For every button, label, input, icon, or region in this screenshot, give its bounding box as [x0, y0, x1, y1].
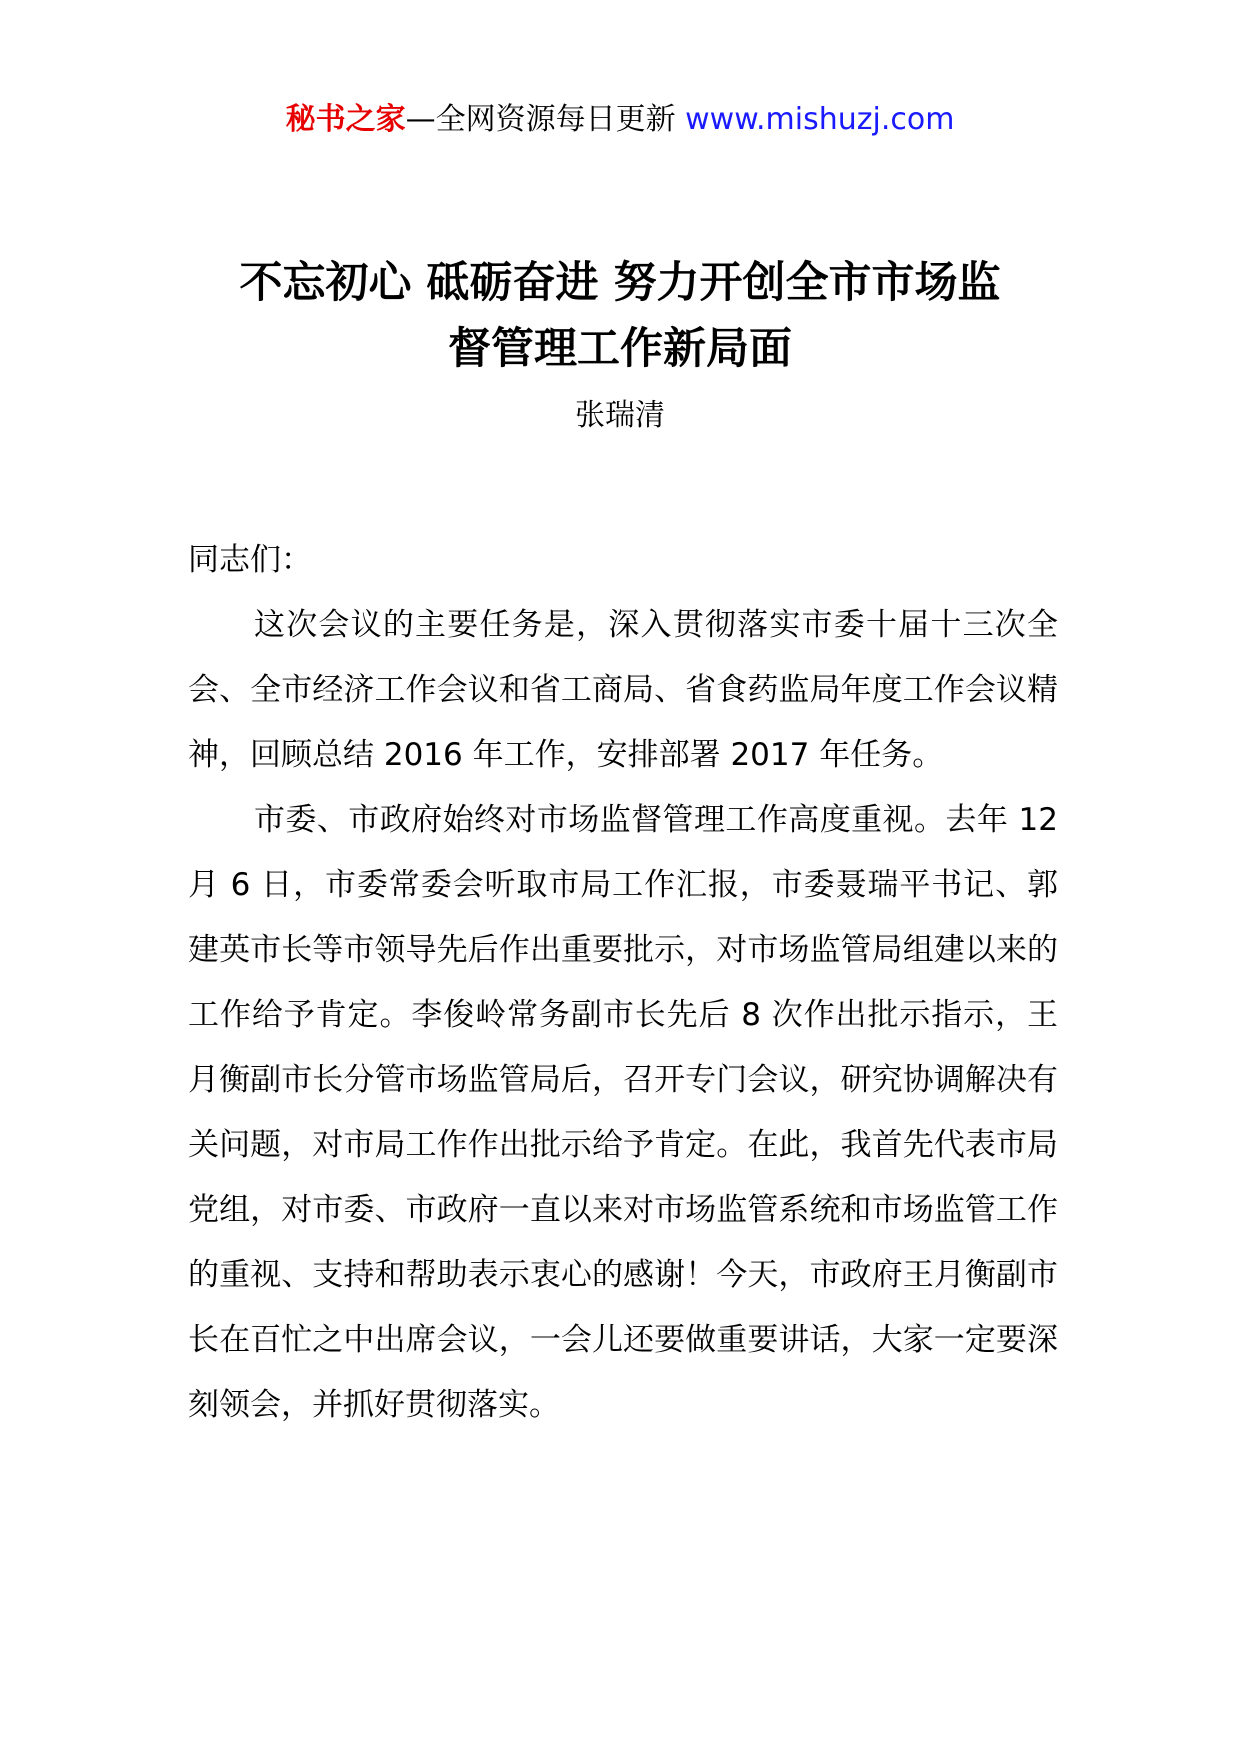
salutation: 同志们： — [188, 542, 312, 578]
title-line-2: 督管理工作新局面 — [448, 324, 792, 374]
author-name: 张瑞清 — [575, 398, 665, 433]
document-title — [190, 250, 1050, 382]
document-body — [188, 528, 1058, 1438]
site-header — [0, 100, 1240, 140]
paragraph-2: 市委、市政府始终对市场监督管理工作高度重视。去年 12 月 6 日，市委常委会听取市局工作汇报，市委聂瑞平书记、郭建英市长等市领导先后作出重要批示，对市场监管局组建以来的工作给予肯定。李俊岭常务副市长先后 8 次作出批示指示，王月衡副市长分管市场监管局后，召开专门会议，研究协调解决有关问题，对市局工作作出批示给予肯定。在此，我首先代表市局党组，对市委、市政府一直以来对市场监管系统和市场监管工作的重视、支持和帮助表示衷心的感谢！今天，市政府王月衡副市长在百忙之中出席会议，一会儿还要做重要讲话，大家一定要深刻领会，并抓好贯彻落实。 — [188, 802, 1058, 1423]
header-tagline: —全网资源每日更新 — [405, 102, 676, 137]
site-url-link[interactable]: www.mishuzj.com — [685, 102, 955, 137]
title-line-1: 不忘初心 砥砺奋进 努力开创全市市场监 — [239, 258, 1001, 308]
paragraph-1: 这次会议的主要任务是，深入贯彻落实市委十届十三次全会、全市经济工作会议和省工商局、省食药监局年度工作会议精神，回顾总结 2016 年工作，安排部署 2017 年任务。 — [188, 607, 1058, 773]
brand-name: 秘书之家 — [285, 102, 406, 137]
